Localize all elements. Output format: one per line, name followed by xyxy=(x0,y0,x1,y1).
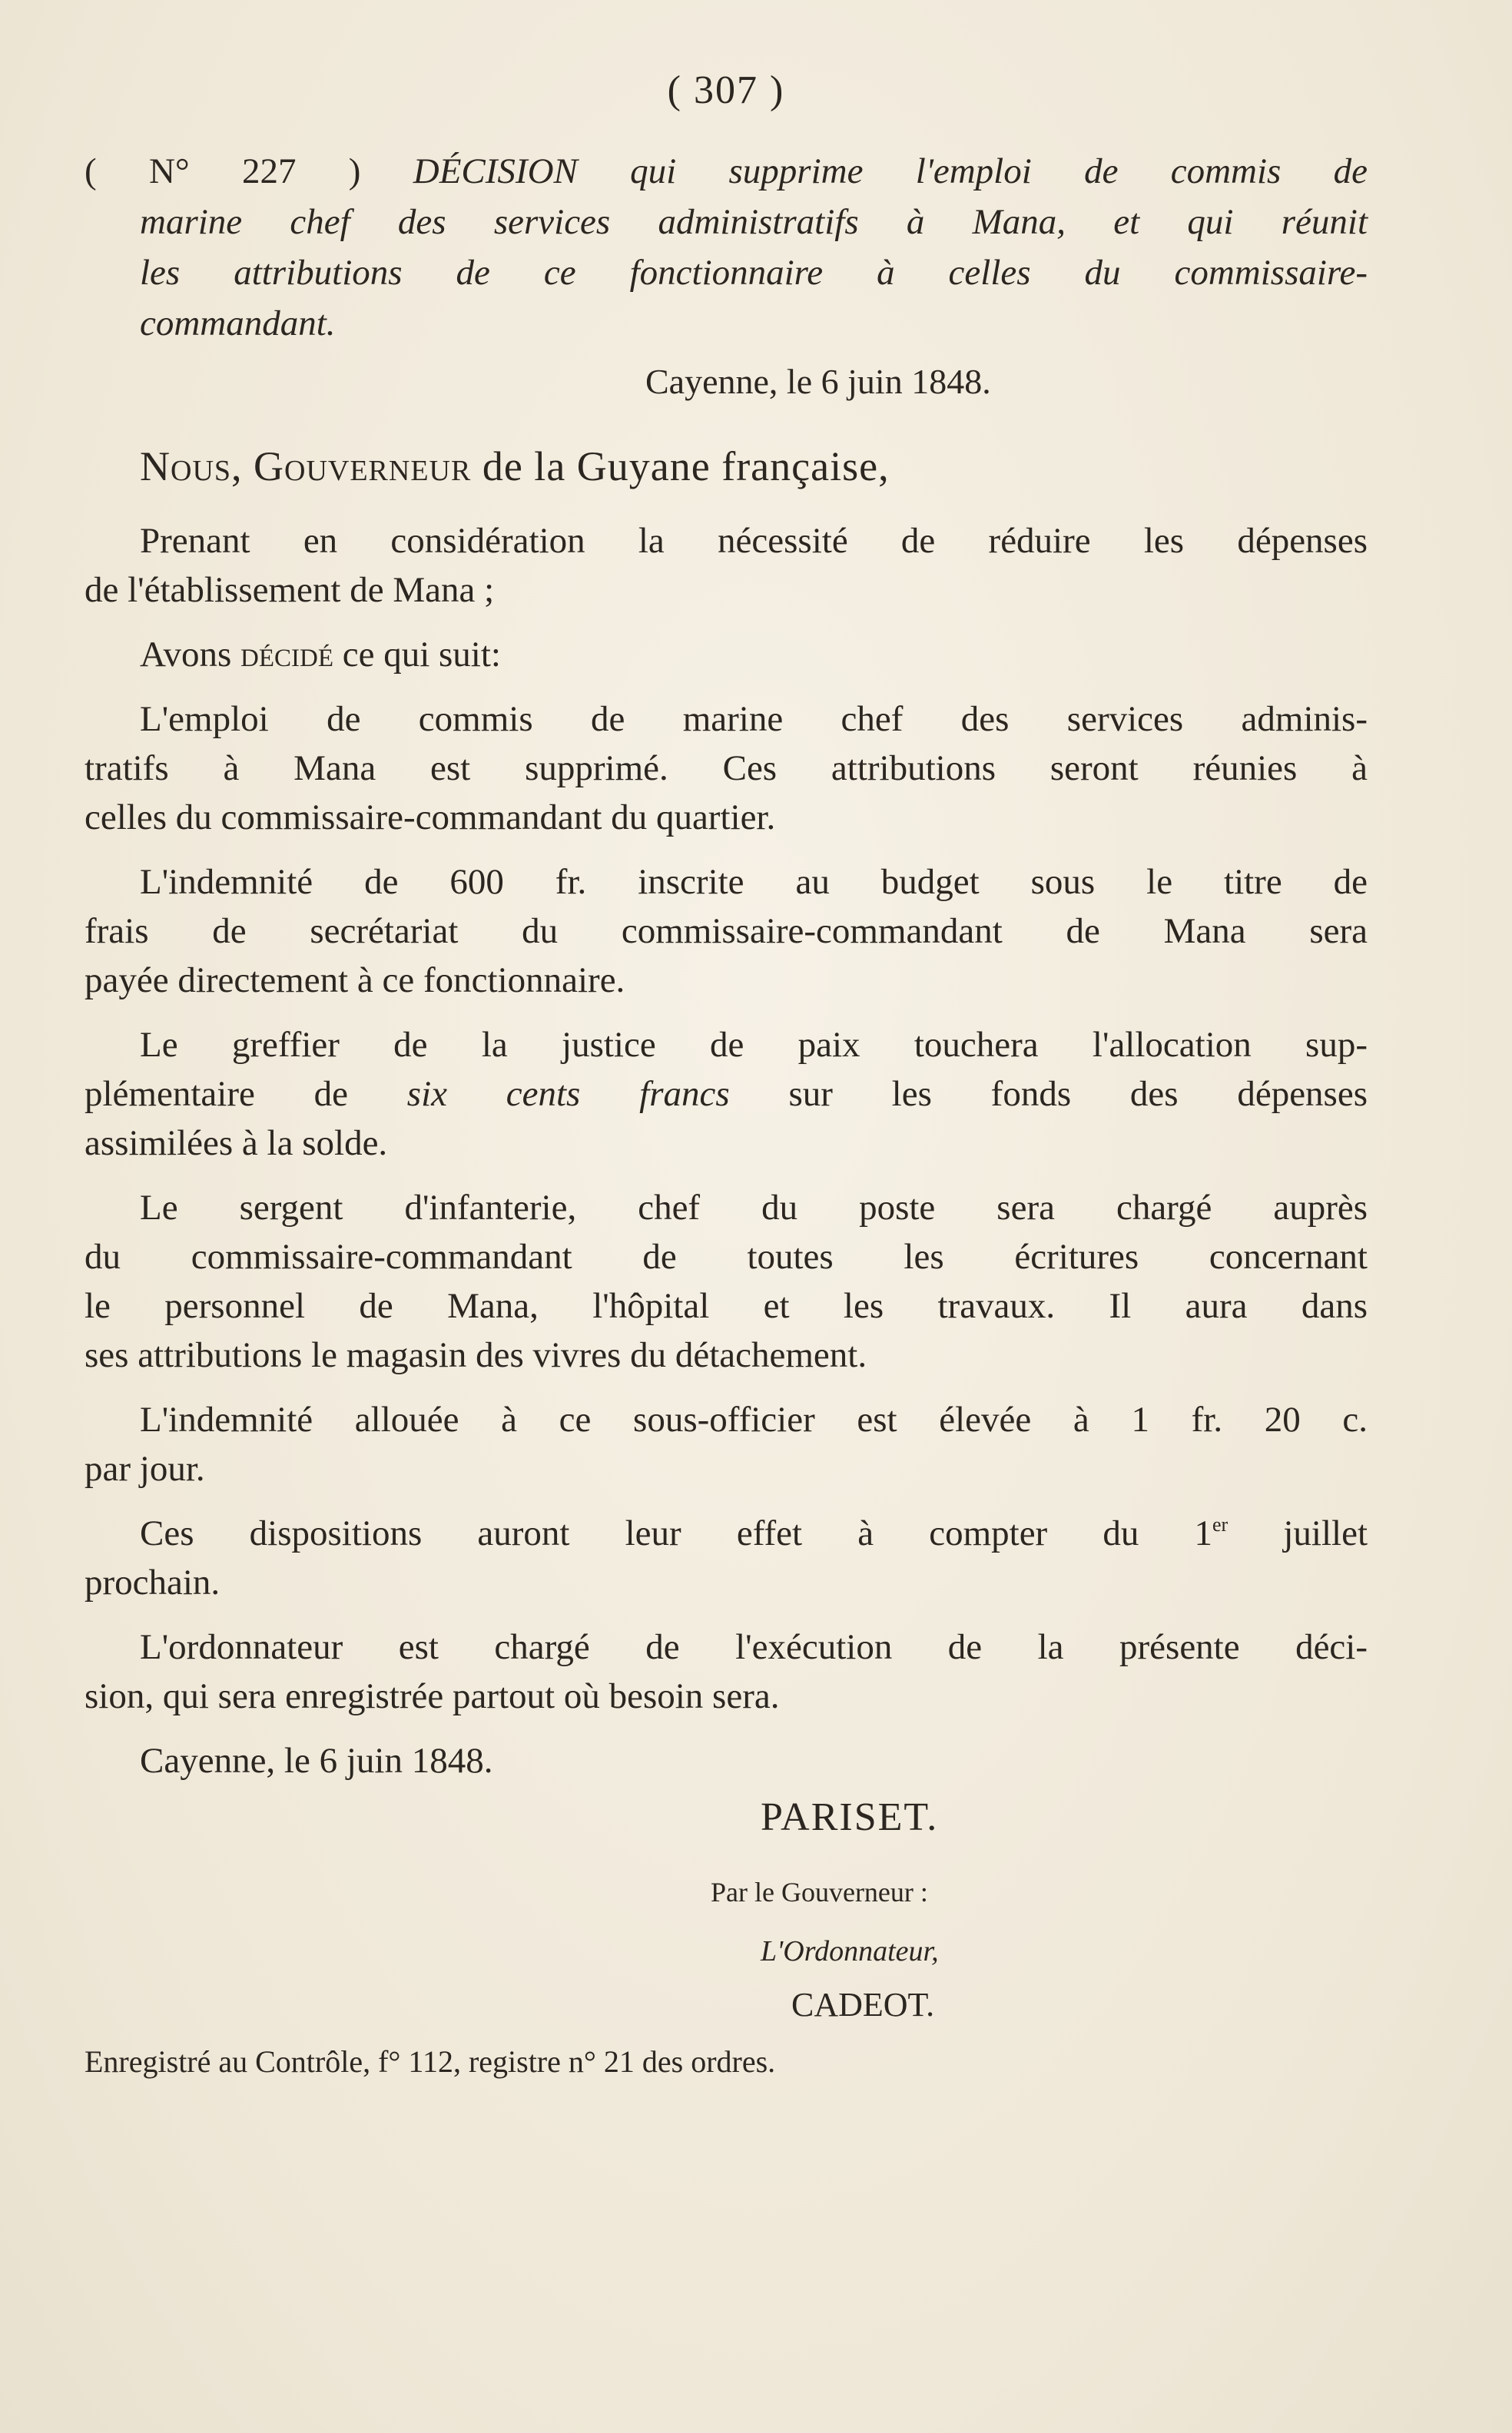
paragraph-line: celles du commissaire-commandant du quartier. xyxy=(85,797,776,837)
paragraph-7 xyxy=(85,1395,1368,1493)
amount-italic: six cents francs xyxy=(406,1074,730,1114)
paragraph-4 xyxy=(85,857,1368,1005)
paragraph-line: du commissaire-commandant de toutes les écritures concernant xyxy=(85,1237,1368,1277)
paragraph-line: de l'établissement de Mana ; xyxy=(85,570,495,610)
paragraph-line xyxy=(85,1509,1368,1558)
paragraph-line xyxy=(85,1069,1368,1119)
paragraph-text: sur les fonds des dépenses xyxy=(788,1074,1368,1114)
paragraph-8 xyxy=(85,1509,1368,1607)
paragraph-line: L'emploi de commis de marine chef des services adminis- xyxy=(140,699,1368,739)
paragraph-2 xyxy=(85,630,1368,679)
paragraph-line: Le sergent d'infanterie, chef du poste sera chargé auprès xyxy=(140,1188,1368,1228)
decision-number: ( N° 227 ) xyxy=(85,151,361,191)
paragraph-text: plémentaire de xyxy=(85,1074,348,1114)
paragraph-line: prochain. xyxy=(85,1563,220,1603)
paragraph-line: L'indemnité allouée à ce sous-officier est élevée à 1 fr. 20 c. xyxy=(140,1400,1368,1440)
avons-rest: ce qui suit: xyxy=(342,635,501,675)
decision-body xyxy=(85,516,1368,1801)
paragraph-line: assimilées à la solde. xyxy=(85,1123,388,1163)
paragraph-line: Prenant en considération la nécessité de réduire les dépenses xyxy=(140,521,1368,561)
signature-pariset: PARISET. xyxy=(761,1795,939,1839)
closing-dateline: Cayenne, le 6 juin 1848. xyxy=(140,1741,493,1781)
paragraph-line: ses attributions le magasin des vivres du détachement. xyxy=(85,1335,867,1375)
paragraph-line: Le greffier de la justice de paix touchera l'allocation sup- xyxy=(140,1025,1368,1065)
page-number: ( 307 ) xyxy=(667,68,785,112)
preamble-rest: de la Guyane française, xyxy=(482,443,890,489)
paragraph-10 xyxy=(85,1736,1368,1785)
paragraph-line: sion, qui sera enregistrée partout où besoin sera. xyxy=(85,1676,780,1716)
par-le-gouverneur: Par le Gouverneur : xyxy=(711,1877,928,1908)
preamble-nous: Nous xyxy=(140,443,232,489)
title-line-4: commandant. xyxy=(140,303,336,343)
decide-word: décidé xyxy=(240,635,333,675)
paragraph-line: le personnel de Mana, l'hôpital et les travaux. Il aura dans xyxy=(85,1286,1368,1326)
preamble: Nous, Gouverneur de la Guyane française, xyxy=(140,443,890,489)
paragraph-line: payée directement à ce fonctionnaire. xyxy=(85,960,625,1000)
paragraph-line: frais de secrétariat du commissaire-commandant de Mana sera xyxy=(85,911,1368,951)
title-line-1 xyxy=(85,146,1368,197)
preamble-gouverneur: Gouverneur xyxy=(254,443,472,489)
title-line-2: marine chef des services administratifs à Mana, et qui réunit xyxy=(140,202,1368,242)
signature-cadeot: CADEOT. xyxy=(791,1986,935,2024)
dateline: Cayenne, le 6 juin 1848. xyxy=(645,362,991,401)
paragraph-line xyxy=(85,630,1368,679)
title-line-3: les attributions de ce fonctionnaire à celles du commissaire- xyxy=(140,253,1368,293)
paragraph-line: tratifs à Mana est supprimé. Ces attributions seront réunies à xyxy=(85,748,1368,788)
paragraph-text: juillet xyxy=(1283,1513,1368,1553)
paragraph-9 xyxy=(85,1623,1368,1721)
decision-title xyxy=(85,146,1368,349)
avons-word: Avons xyxy=(140,635,232,675)
ordonnateur-title: L'Ordonnateur, xyxy=(761,1935,939,1967)
paragraph-line: par jour. xyxy=(85,1449,205,1489)
paragraph-3 xyxy=(85,694,1368,842)
paragraph-6 xyxy=(85,1183,1368,1380)
ordinal-superscript: er xyxy=(1212,1513,1228,1536)
paragraph-text: Ces dispositions auront leur effet à compter du 1 xyxy=(140,1513,1212,1553)
title-line-1-text: DÉCISION qui supprime l'emploi de commis de xyxy=(413,151,1368,191)
paragraph-5 xyxy=(85,1020,1368,1168)
paragraph-line: L'ordonnateur est chargé de l'exécution de la présente déci- xyxy=(140,1627,1368,1667)
paragraph-1 xyxy=(85,516,1368,615)
registration-note: Enregistré au Contrôle, f° 112, registre n° 21 des ordres. xyxy=(85,2044,776,2079)
paragraph-line: L'indemnité de 600 fr. inscrite au budget sous le titre de xyxy=(140,862,1368,902)
